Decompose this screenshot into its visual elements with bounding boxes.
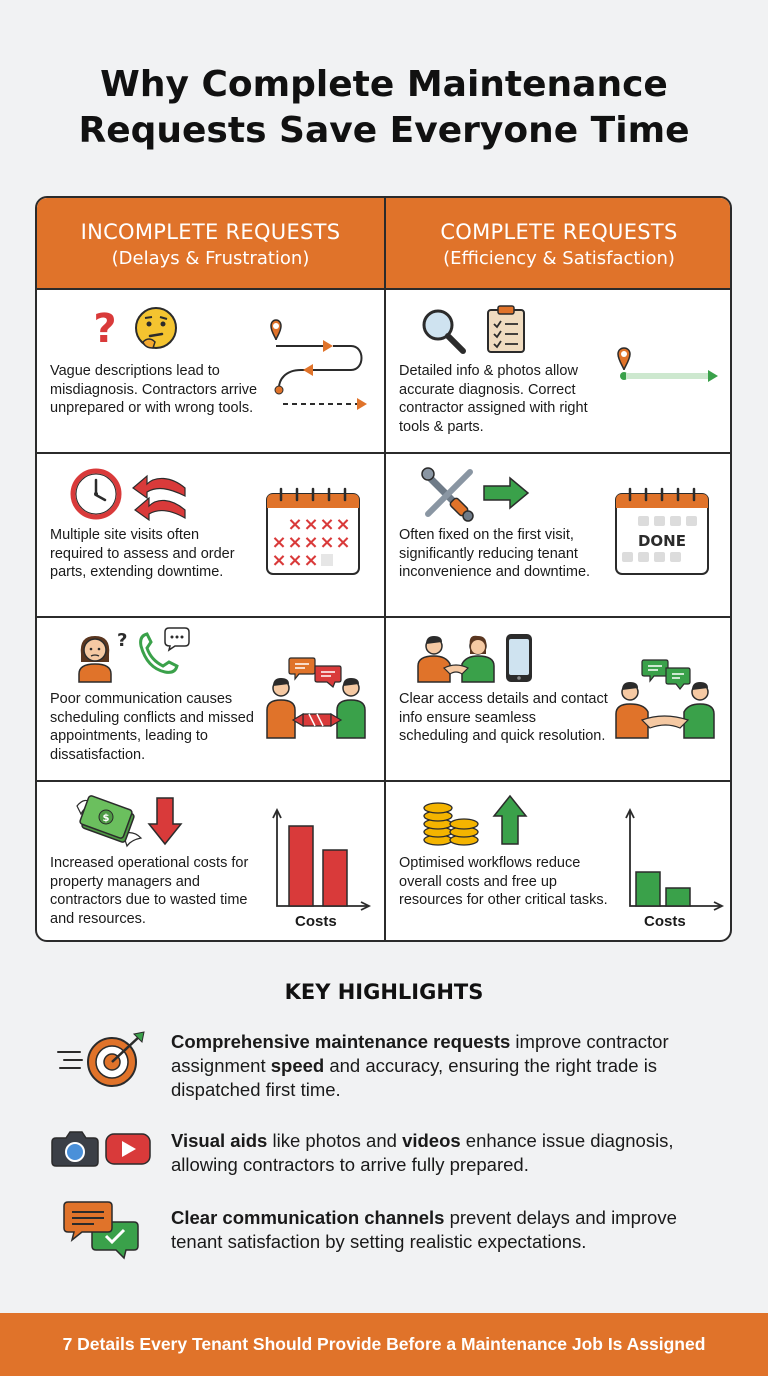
winding-route-icon — [261, 312, 373, 422]
complete-header-subtitle: (Efficiency & Satisfaction) — [443, 248, 675, 269]
complete-row-1-text: Detailed info & photos allow accurate diagnosis. Correct contractor assigned with right tools & parts. — [399, 363, 588, 435]
svg-text:×: × — [271, 550, 287, 571]
complete-row-1 — [386, 290, 732, 452]
smartphone-icon — [504, 632, 534, 684]
incomplete-row-4-text: Increased operational costs for property managers and contractors due to wasted time and resources. — [50, 855, 249, 927]
wrench-screwdriver-icon — [420, 468, 476, 522]
highlight-2-bold-1: Visual aids — [171, 1130, 268, 1151]
highlight-1-text-2: and accuracy, ensuring the right trade is dispatched first time. — [171, 1055, 658, 1100]
flying-money-icon — [75, 794, 143, 850]
confusion-mark: ? — [117, 630, 128, 651]
phone-icon — [135, 628, 191, 682]
incomplete-row-1 — [37, 290, 384, 452]
incomplete-costs-label: Costs — [295, 913, 337, 930]
cost-bar-1 — [636, 872, 660, 906]
return-arrows-icon — [131, 466, 187, 522]
up-arrow-icon — [492, 794, 528, 846]
highlight-3-bold-1: Clear communication channels — [171, 1207, 445, 1228]
highlight-2-text-1: like photos and — [267, 1130, 403, 1151]
highlight-2-bold-2: videos — [402, 1130, 461, 1151]
highlight-2-text-2: enhance issue diagnosis, allowing contractors to arrive fully prepared. — [171, 1130, 674, 1175]
highlight-1-text-1: improve contractor assignment — [171, 1031, 669, 1076]
cost-bar-2 — [666, 888, 690, 906]
incomplete-row-1-text: Vague descriptions lead to misdiagnosis. Contractors arrive unprepared or with wrong tools. — [50, 363, 258, 416]
incomplete-row-3-text: Poor communication causes scheduling conflicts and missed appointments, leading to dissatisfaction. — [50, 691, 254, 763]
svg-text:×: × — [335, 514, 351, 535]
clipboard-checklist-icon — [486, 304, 526, 354]
svg-text:×: × — [319, 514, 335, 535]
footer-banner: 7 Details Every Tenant Should Provide Before a Maintenance Job Is Assigned — [0, 1313, 768, 1376]
incomplete-row-2-text: Multiple site visits often required to assess and order parts, extending downtime. — [50, 527, 235, 580]
cost-bar-1 — [289, 826, 313, 906]
title-line-2: Requests Save Everyone Time — [78, 110, 690, 151]
svg-text:×: × — [287, 514, 303, 535]
svg-text:×: × — [303, 514, 319, 535]
clock-icon — [70, 468, 122, 520]
highlight-2 — [171, 1129, 731, 1177]
complete-row-2-text: Often fixed on the first visit, significantly reducing tenant inconvenience and downtime. — [399, 527, 591, 580]
camera-video-icon — [52, 1130, 152, 1168]
direct-route-icon — [612, 346, 722, 386]
forward-arrow-icon — [482, 476, 530, 510]
agreement-people-icon — [614, 658, 718, 740]
incomplete-header-subtitle: (Delays & Frustration) — [111, 248, 310, 269]
complete-costs-chart — [622, 810, 722, 910]
handshake-people-icon — [416, 634, 496, 684]
title-line-1: Why Complete Maintenance — [100, 64, 668, 105]
cost-bar-2 — [323, 850, 347, 906]
highlight-3-text-1: prevent delays and improve tenant satisfaction by setting realistic expectations. — [171, 1207, 677, 1252]
confused-person-icon — [73, 632, 117, 684]
svg-text:×: × — [303, 550, 319, 571]
svg-text:×: × — [287, 550, 303, 571]
svg-text:×: × — [335, 532, 351, 553]
thinking-face-icon — [133, 306, 179, 352]
complete-header — [386, 198, 732, 288]
magnifier-icon — [419, 306, 471, 356]
complete-row-3 — [386, 618, 732, 780]
incomplete-row-3 — [37, 618, 384, 780]
svg-text:×: × — [319, 532, 335, 553]
incomplete-costs-chart — [269, 810, 369, 910]
incomplete-header — [37, 198, 384, 288]
svg-text:?: ? — [93, 306, 117, 352]
complete-row-3-text: Clear access details and contact info ensure seamless scheduling and quick resolution. — [399, 691, 608, 744]
question-mark-icon — [85, 306, 125, 352]
page-title — [0, 62, 768, 154]
svg-text:×: × — [303, 532, 319, 553]
complete-row-4 — [386, 782, 732, 942]
highlight-1-bold-2: speed — [270, 1055, 325, 1076]
highlight-1-bold-1: Comprehensive maintenance requests — [171, 1031, 511, 1052]
svg-text:×: × — [287, 532, 303, 553]
incomplete-row-2 — [37, 454, 384, 616]
complete-row-4-text: Optimised workflows reduce overall costs and free up resources for other critical tasks. — [399, 855, 608, 908]
coins-stack-icon — [420, 796, 484, 848]
highlight-3 — [171, 1206, 731, 1254]
incomplete-header-title: INCOMPLETE REQUESTS — [80, 220, 341, 244]
complete-costs-label: Costs — [644, 913, 686, 930]
key-highlights-heading: KEY HIGHLIGHTS — [284, 980, 484, 1004]
complete-row-2 — [386, 454, 732, 616]
done-label: DONE — [637, 532, 686, 550]
conflicting-people-icon — [265, 654, 369, 740]
crossed-calendar-icon — [265, 488, 361, 576]
chat-bubbles-icon — [64, 1200, 140, 1262]
svg-text:×: × — [271, 532, 287, 553]
highlight-1 — [171, 1030, 731, 1102]
complete-header-title: COMPLETE REQUESTS — [440, 220, 678, 244]
down-arrow-icon — [147, 796, 183, 846]
comparison-table — [35, 196, 732, 942]
target-icon — [56, 1030, 148, 1092]
incomplete-row-4 — [37, 782, 384, 942]
svg-text:$: $ — [102, 813, 110, 824]
